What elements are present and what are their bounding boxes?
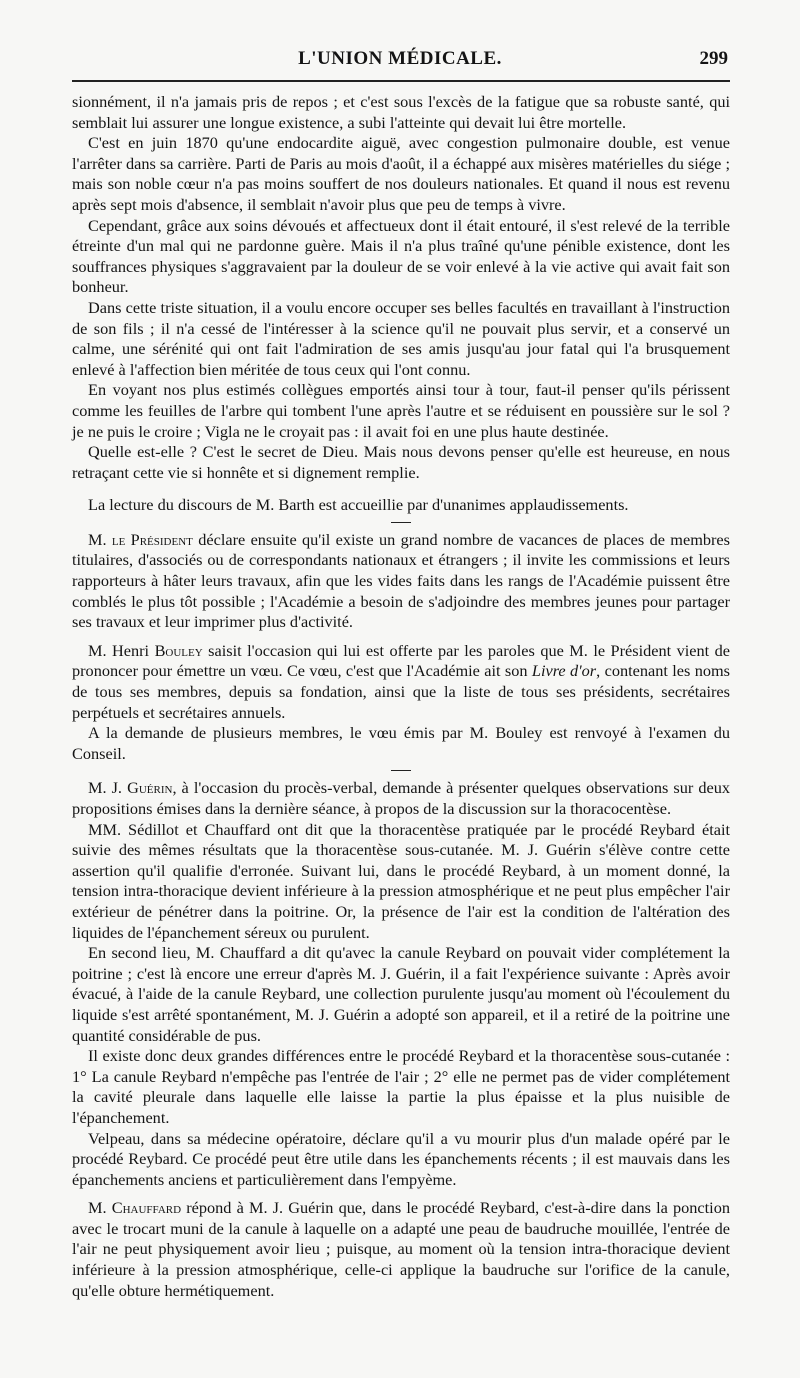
paragraph-11 (72, 778, 730, 819)
page-header (70, 44, 730, 78)
section-separator (72, 516, 730, 530)
header-rule (72, 80, 730, 82)
page-body (72, 92, 730, 1301)
paragraph-10: A la demande de plusieurs membres, le vœu émis par M. Bouley est renvoyé à l'examen du Conseil. (72, 723, 730, 763)
speaker-guerin: Guérin (127, 778, 173, 798)
section-separator-2 (72, 764, 730, 778)
paragraph-4: Dans cette triste situation, il a voulu encore occuper ses belles facultés en travaillant à l'instruction de son fils ; il n'a cessé de l'intéresser à la science qu'il ne pouvait plus servir, et a conservé un calme, une sérénité qui ont fait l'admiration de ses amis jusqu'au jour fatal qui l'a brusquement enlevé à l'affection bien méritée de tous ceux qui l'ont connu. (72, 297, 730, 379)
paragraph-2: C'est en juin 1870 qu'une endocardite aiguë, avec congestion pulmonaire double, est venue l'arrêter dans sa carrière. Parti de Paris au mois d'août, il a échappé aux misères matérielles du siége ; mais son noble cœur n'a pas moins souffert de nos douleurs nationales. Et quand il nous est revenu après sept mois d'absence, il semblait n'avoir plus que peu de temps à vivre. (72, 133, 730, 214)
livre-dor-italic: Livre d'or (531, 661, 597, 681)
paragraph-12: MM. Sédillot et Chauffard ont dit que la thoracentèse pratiquée par le procédé Reybard était suivie des mêmes résultats que la thoracentèse sous-cutanée. M. J. Guérin s'élève contre cette assertion qu'il qualifie d'erronée. Suivant lui, dans le procédé Reybard, à un moment donné, la tension intra-thoracique devient inférieure à la pression atmosphérique et ne peut plus empêcher l'air extérieur de pénétrer dans la poitrine. Or, la présence de l'air est la condition de l'altération des liquides de l'épanchement séreux ou purulent. (72, 819, 730, 942)
paragraph-9-text-a: saisit l'occasion qui lui est offerte par les paroles que M. le Président vient de prononcer pour émettre un vœu. Ce vœu, c'est que l'Académie ait son (72, 640, 730, 681)
speaker-bouley: Bouley (154, 640, 203, 660)
paragraph-11-lead: M. J. (88, 778, 128, 798)
paragraph-8 (72, 530, 730, 633)
paragraph-8-text: déclare ensuite qu'il existe un grand nombre de vacances de places de membres titulaires, d'associés ou de correspondants nationaux et étrangers ; il invite les commissions et leurs rapporteurs à hâter leurs travaux, afin que les vides faits dans les rangs de l'Académie puissent être comblés le plus tôt possible ; l'Académie a besoin de s'adjoindre des membres jeunes pour partager ses travaux et leur imprimer plus d'activité. (72, 529, 730, 632)
paragraph-11-text: , à l'occasion du procès-verbal, demande à présenter quelques observations sur deux propositions émises dans la dernière séance, à propos de la discussion sur la thoracocentèse. (72, 778, 730, 818)
paragraph-9-lead: M. Henri (88, 640, 155, 660)
paragraph-16 (72, 1198, 730, 1301)
paragraph-9-text-b: , contenant les noms de tous ses membres, depuis sa fondation, ainsi que la liste de tous ses présidents, secrétaires perpétuels et secrétaires annuels. (72, 661, 731, 722)
paragraph-14: Il existe donc deux grandes différences entre le procédé Reybard et la thoracentèse sous-cutanée : 1° La canule Reybard n'empêche pas l'entrée de l'air ; 2° elle ne permet pas de vider complétement la cavité pleurale dans laquelle elle laisse la partie la plus épaisse et la plus nuisible de l'épanchement. (72, 1046, 730, 1127)
paragraph-9 (72, 641, 730, 723)
speaker-president: M. le Président (88, 529, 193, 549)
running-title: L'UNION MÉDICALE. (298, 48, 502, 69)
paragraph-3: Cependant, grâce aux soins dévoués et affectueux dont il était entouré, il s'est relevé de la terrible étreinte d'un mal qui ne pardonne guère. Mais il n'a plus traîné qu'une pénible existence, dont les souffrances physiques s'aggravaient par la douleur de se voir enlevé à la vie active qui avait fait son bonheur. (72, 215, 730, 297)
page-number: 299 (699, 48, 728, 69)
paragraph-7: La lecture du discours de M. Barth est accueillie par d'unanimes applaudissements. (88, 495, 629, 515)
paragraph-13: En second lieu, M. Chauffard a dit qu'avec la canule Reybard on pouvait vider complétement la poitrine ; c'est là encore une erreur d'après M. J. Guérin, il a fait l'expérience suivante : Après avoir évacué, à l'aide de la canule Reybard, une collection purulente jusqu'au moment où l'écoulement du liquide s'est arrêté spontanément, M. J. Guérin a adopté son appareil, et il a retiré de la poitrine une quantité considérable de pus. (72, 943, 730, 1045)
paragraph-1: sionnément, il n'a jamais pris de repos ; et c'est sous l'excès de la fatigue que sa robuste santé, qui semblait lui assurer une longue existence, a subi l'atteinte qui devait lui être mortelle. (72, 92, 730, 132)
paragraph-15: Velpeau, dans sa médecine opératoire, déclare qu'il a vu mourir plus d'un malade opéré par le procédé Reybard. Ce procédé peut être utile dans les épanchements récents ; il est mauvais dans les épanchements anciens et particulièrement dans l'empyème. (72, 1128, 730, 1189)
paragraph-5: En voyant nos plus estimés collègues emportés ainsi tour à tour, faut-il penser qu'ils périssent comme les feuilles de l'arbre qui tombent l'une après l'autre et se réduisent en poussière sur le sol ? je ne puis le croire ; Vigla ne le croyait pas : il avait foi en une plus haute destinée. (72, 380, 730, 441)
paragraph-16-lead: M. (88, 1198, 112, 1218)
paragraph-6: Quelle est-elle ? C'est le secret de Dieu. Mais nous devons penser qu'elle est heureuse, en nous retraçant cette vie si honnête et si dignement remplie. (72, 442, 730, 482)
speaker-chauffard: Chauffard (111, 1198, 182, 1218)
paragraph-16-text: répond à M. J. Guérin que, dans le procédé Reybard, c'est-à-dire dans la ponction avec le trocart muni de la canule à laquelle on a adapté une peau de baudruche mouillée, l'entrée de l'air ne peut physiquement avoir lieu ; puisque, au moment où la tension intra-thoracique devient inférieure à la pression atmosphérique, celle-ci applique la baudruche sur l'orifice de la canule, qu'elle obture hermétiquement. (72, 1198, 730, 1300)
